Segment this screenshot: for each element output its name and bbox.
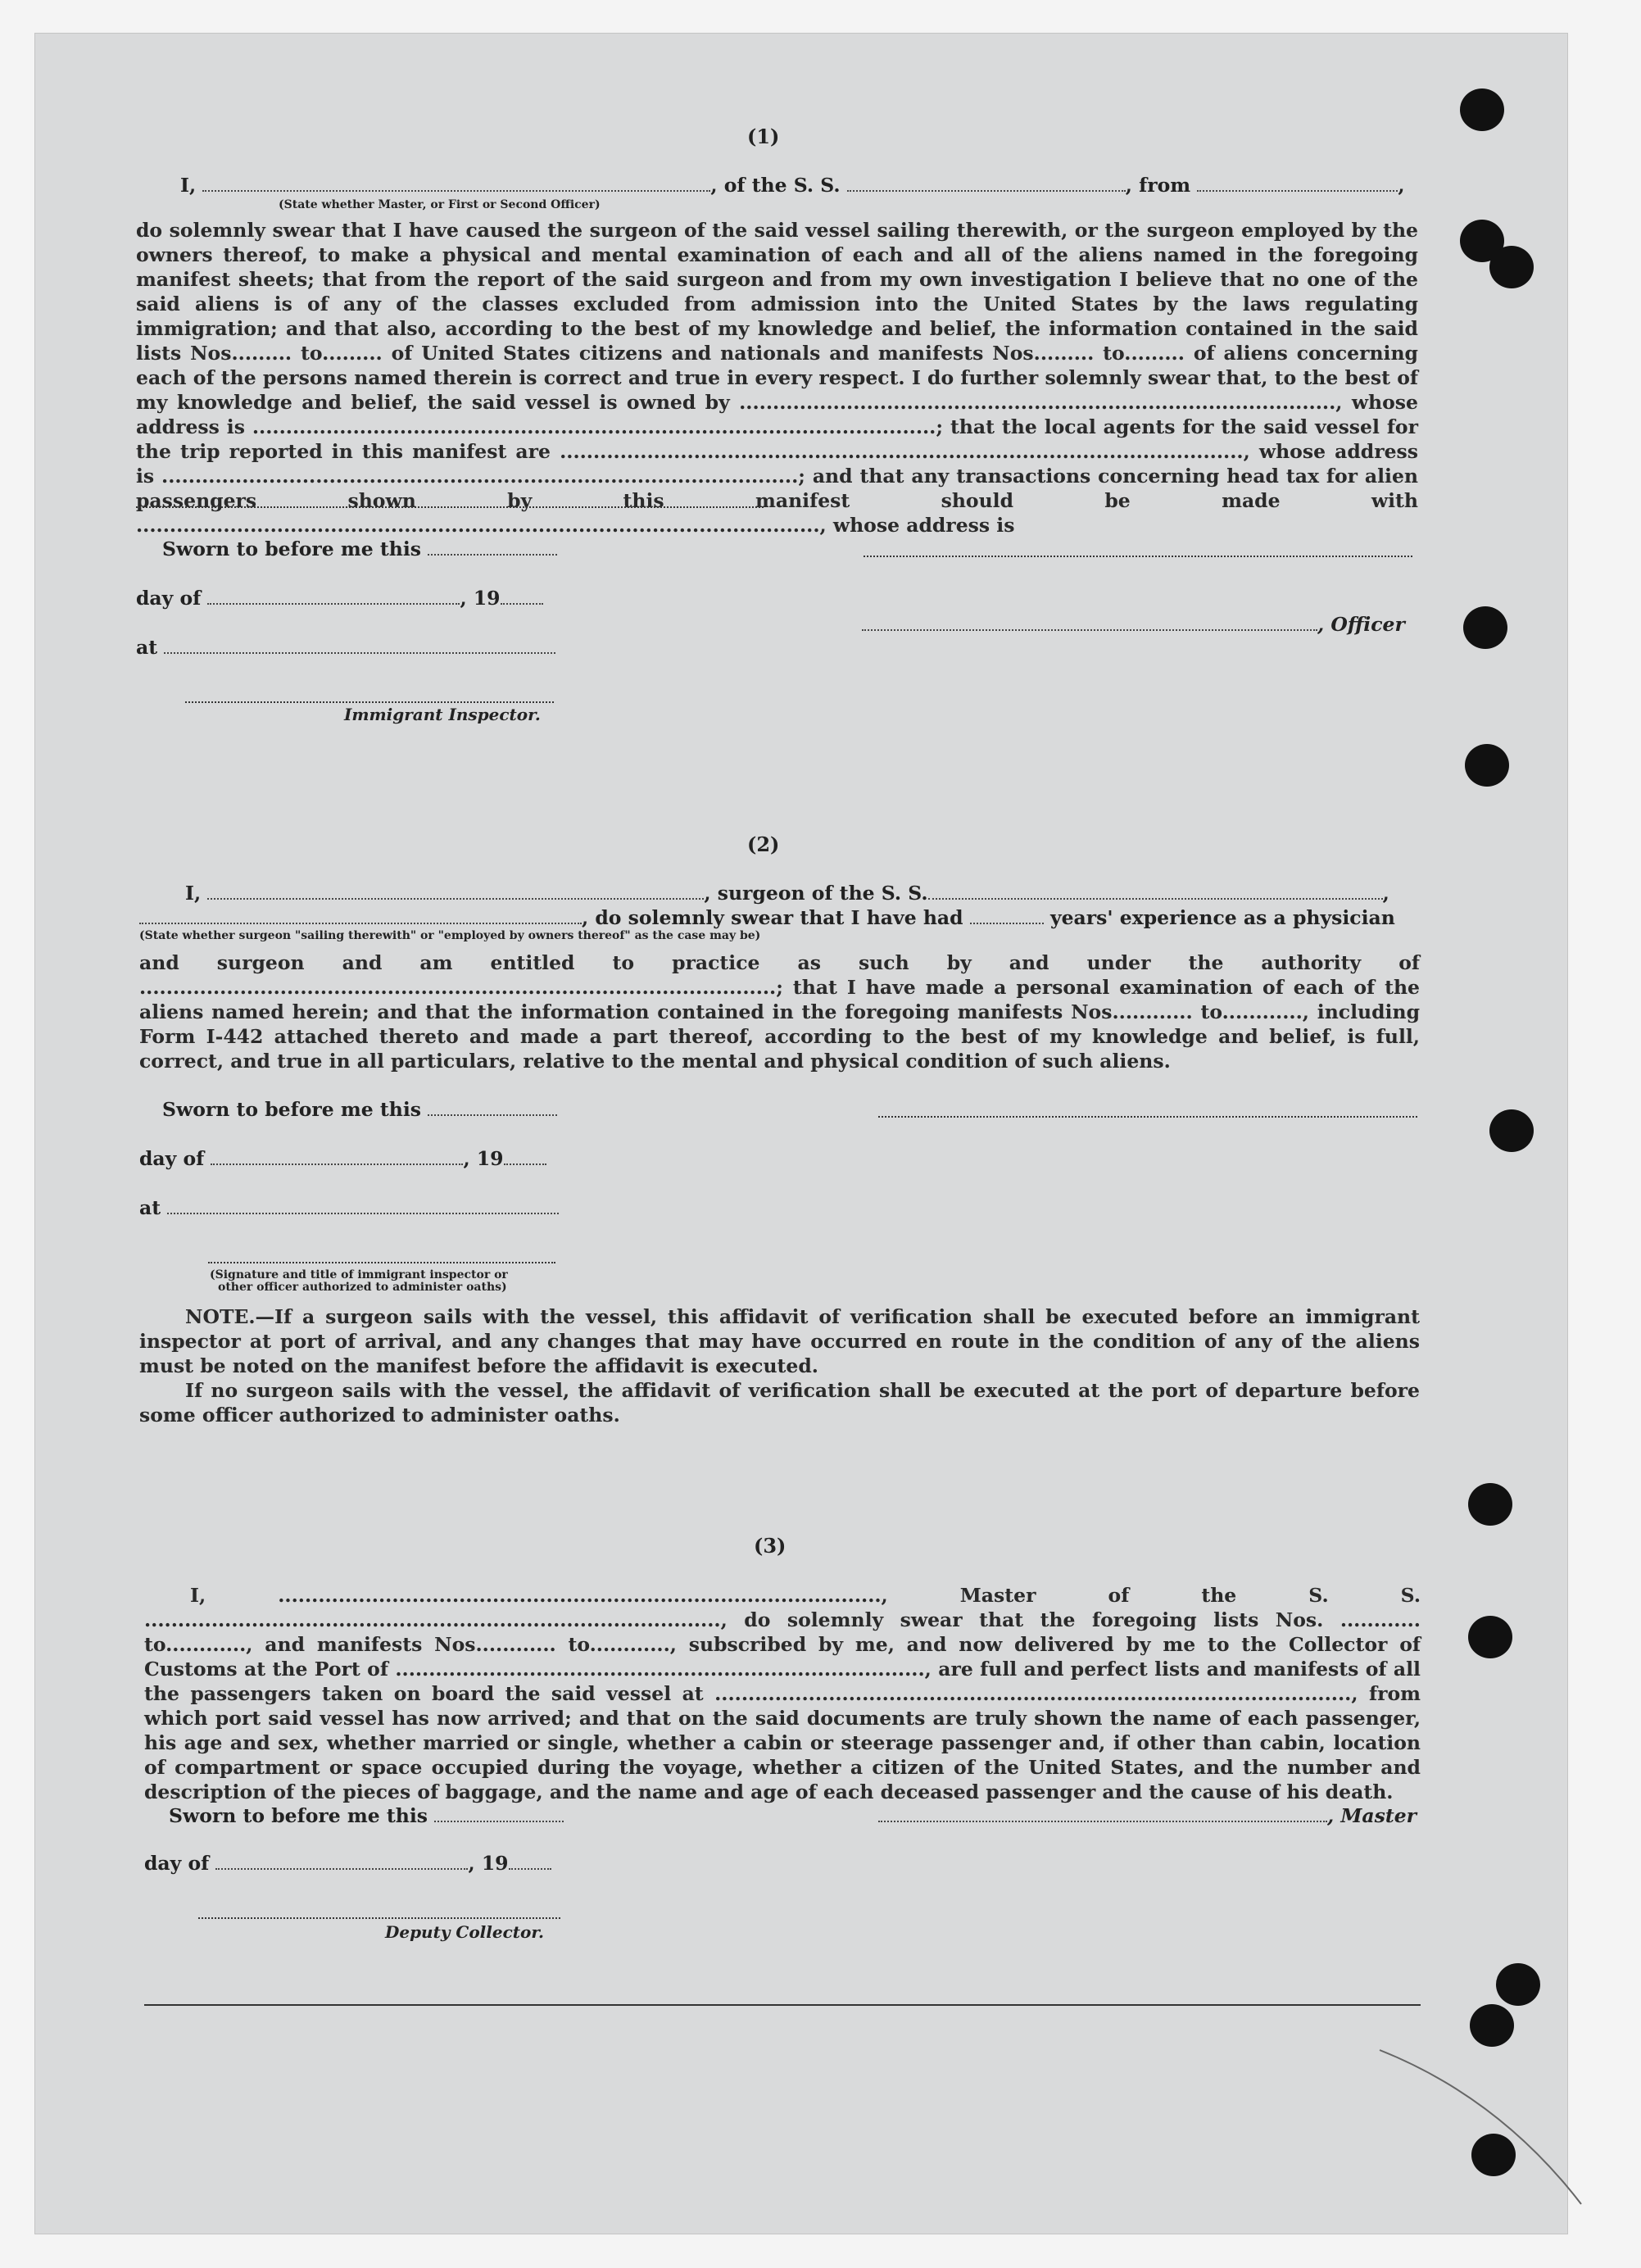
section-2-status-note: (State whether surgeon "sailing therewith" or "employed by owners thereof" as the case may be) [139, 929, 761, 942]
section-3-day-row: day of , 19 [144, 1852, 551, 1875]
section-2-sworn-row: Sworn to before me this [162, 1098, 557, 1121]
section-2-second-line: , do solemnly swear that I have had years' experience as a physician [139, 906, 1395, 929]
section-2-at-row: at [139, 1196, 559, 1219]
month-field[interactable] [215, 1852, 468, 1870]
punch-hole [1468, 1616, 1512, 1658]
bottom-rule [144, 2004, 1421, 2006]
place-field[interactable] [164, 636, 555, 654]
vessel-name-field[interactable] [928, 882, 1383, 900]
signature-note-line-2: other officer authorized to administer oaths) [218, 1281, 507, 1294]
immigrant-inspector-label: Immigrant Inspector. [344, 705, 541, 724]
departure-port-field[interactable] [1197, 174, 1398, 192]
section-1-rank-note: (State whether Master, or First or Second Officer) [279, 198, 601, 211]
year-field[interactable] [504, 1147, 546, 1165]
punch-hole [1463, 606, 1507, 649]
section-2-note-2: If no surgeon sails with the vessel, the affidavit of verification shall be executed at the port of departure before some officer authorized to administer oaths. [139, 1379, 1420, 1427]
sworn-date-field[interactable] [434, 1804, 564, 1822]
surgeon-name-field[interactable] [207, 882, 704, 900]
authorized-officer-signature-line[interactable] [208, 1262, 555, 1263]
deputy-collector-label: Deputy Collector. [385, 1922, 545, 1942]
surgeon-status-field[interactable] [139, 906, 582, 924]
place-field[interactable] [167, 1196, 559, 1214]
section-2-note: NOTE.—If a surgeon sails with the vessel, this affidavit of verification shall be executed before an immigrant inspector at port of arrival, and any changes that may have occurred en route in the condition of any of the aliens must be noted on the manifest before the affidavit is executed. [139, 1305, 1420, 1377]
section-2-number: (2) [747, 832, 780, 856]
section-3-number: (3) [754, 1534, 787, 1558]
punch-hole [1489, 1109, 1534, 1152]
section-3-master-row: , Master [878, 1804, 1417, 1827]
section-2-day-row: day of , 19 [139, 1147, 546, 1170]
punch-hole [1468, 1483, 1512, 1526]
section-1-number: (1) [747, 125, 780, 148]
inspector-signature-line[interactable] [185, 701, 554, 703]
pronoun-i: I, [180, 174, 197, 197]
officer-rank-field[interactable] [202, 174, 710, 192]
month-field[interactable] [207, 587, 460, 605]
section-1-body: do solemnly swear that I have caused the surgeon of the said vessel sailing therewith, or the surgeon employed by the owners thereof, to make a physical and mental examination of each and all of the aliens named in the foregoing manifest sheets; that from the report of the said surgeon and from my own investigation I believe that no one of the said aliens is of any of the classes excluded from admission into the United States by the laws regulating immigration; and that also, according to the best of my knowledge and belief, the information contained in the said lists Nos......... to......... of United States citizens and nationals and manifests Nos......... to......... of aliens concerning each of the persons named therein is correct and true in every respect. I do further solemnly swear that, to the best of my knowledge and belief, the said vessel is owned by ........................................................................................., whose address is ......................................................................................................; that the local agents for the said vessel for the trip reported in this manifest are ......................................................................................................, whose address is ...............................................................................................; and that any transactions concerning head tax for alien passengers shown by this manifest should be made with ......................................................................................................, whose address is [136, 219, 1418, 537]
section-1-sworn-row: Sworn to before me this [162, 538, 557, 560]
section-1-address-line[interactable] [136, 506, 764, 508]
punch-hole [1470, 2004, 1514, 2047]
surgeon-signature-line[interactable] [878, 1116, 1417, 1118]
deputy-collector-signature-line[interactable] [198, 1917, 560, 1919]
punch-hole [1460, 88, 1504, 131]
from-label: , from [1125, 174, 1191, 197]
officer-signature-line-top[interactable] [864, 556, 1412, 557]
section-1-day-row: day of , 19 [136, 587, 543, 610]
year-field[interactable] [501, 587, 543, 605]
section-3-sworn-row: Sworn to before me this [169, 1804, 564, 1827]
month-field[interactable] [211, 1147, 463, 1165]
sworn-date-field[interactable] [428, 538, 557, 556]
officer-signature-field[interactable] [862, 613, 1317, 631]
punch-hole [1496, 1963, 1540, 2006]
paper-crease-mark [1376, 2048, 1589, 2212]
section-2-body: and surgeon and am entitled to practice as such by and under the authority of ...............................................................................................; that I have made a personal examination of each of the aliens named herein; and that the information contained in the foregoing manifests Nos............ to............, including Form I-442 attached thereto and made a part thereof, according to the best of my knowledge and belief, is full, correct, and true in all particulars, relative to the mental and physical condition of such aliens. [139, 951, 1420, 1073]
punch-hole [1465, 744, 1509, 787]
signature-note-line-1: (Signature and title of immigrant inspector or [210, 1268, 508, 1281]
section-2-first-line: I, , surgeon of the S. S. , [185, 882, 1389, 905]
year-field[interactable] [509, 1852, 551, 1870]
section-1-first-line: I, , of the S. S. , from , [180, 174, 1405, 197]
years-experience-field[interactable] [970, 906, 1044, 924]
section-1-officer-row: , Officer [862, 613, 1405, 636]
master-signature-field[interactable] [878, 1804, 1327, 1822]
section-3-body: I, .........................................................................................., Master of the S. S. ......................................................................................, do solemnly swear that the foregoing lists Nos. ............ to............, and manifests Nos............ to............, subscribed by me, and now delivered by me to the Collector of Customs at the Port of ..............................................................................., are full and perfect lists and manifests of all the passengers taken on board the said vessel at ..............................................................................................., from which port said vessel has now arrived; and that on the said documents are truly shown the name of each passenger, his age and sex, whether married or single, whether a cabin or steerage passenger and, if other than cabin, location of compartment or space occupied during the voyage, whether a citizen of the United States, and the number and description of the pieces of baggage, and the name and age of each deceased passenger and the cause of his death. [144, 1584, 1421, 1803]
sworn-date-field[interactable] [428, 1098, 557, 1116]
section-1-at-row: at [136, 636, 555, 659]
vessel-name-field[interactable] [847, 174, 1126, 192]
punch-hole [1489, 246, 1534, 288]
of-the-ss-label: , of the S. S. [710, 174, 841, 197]
